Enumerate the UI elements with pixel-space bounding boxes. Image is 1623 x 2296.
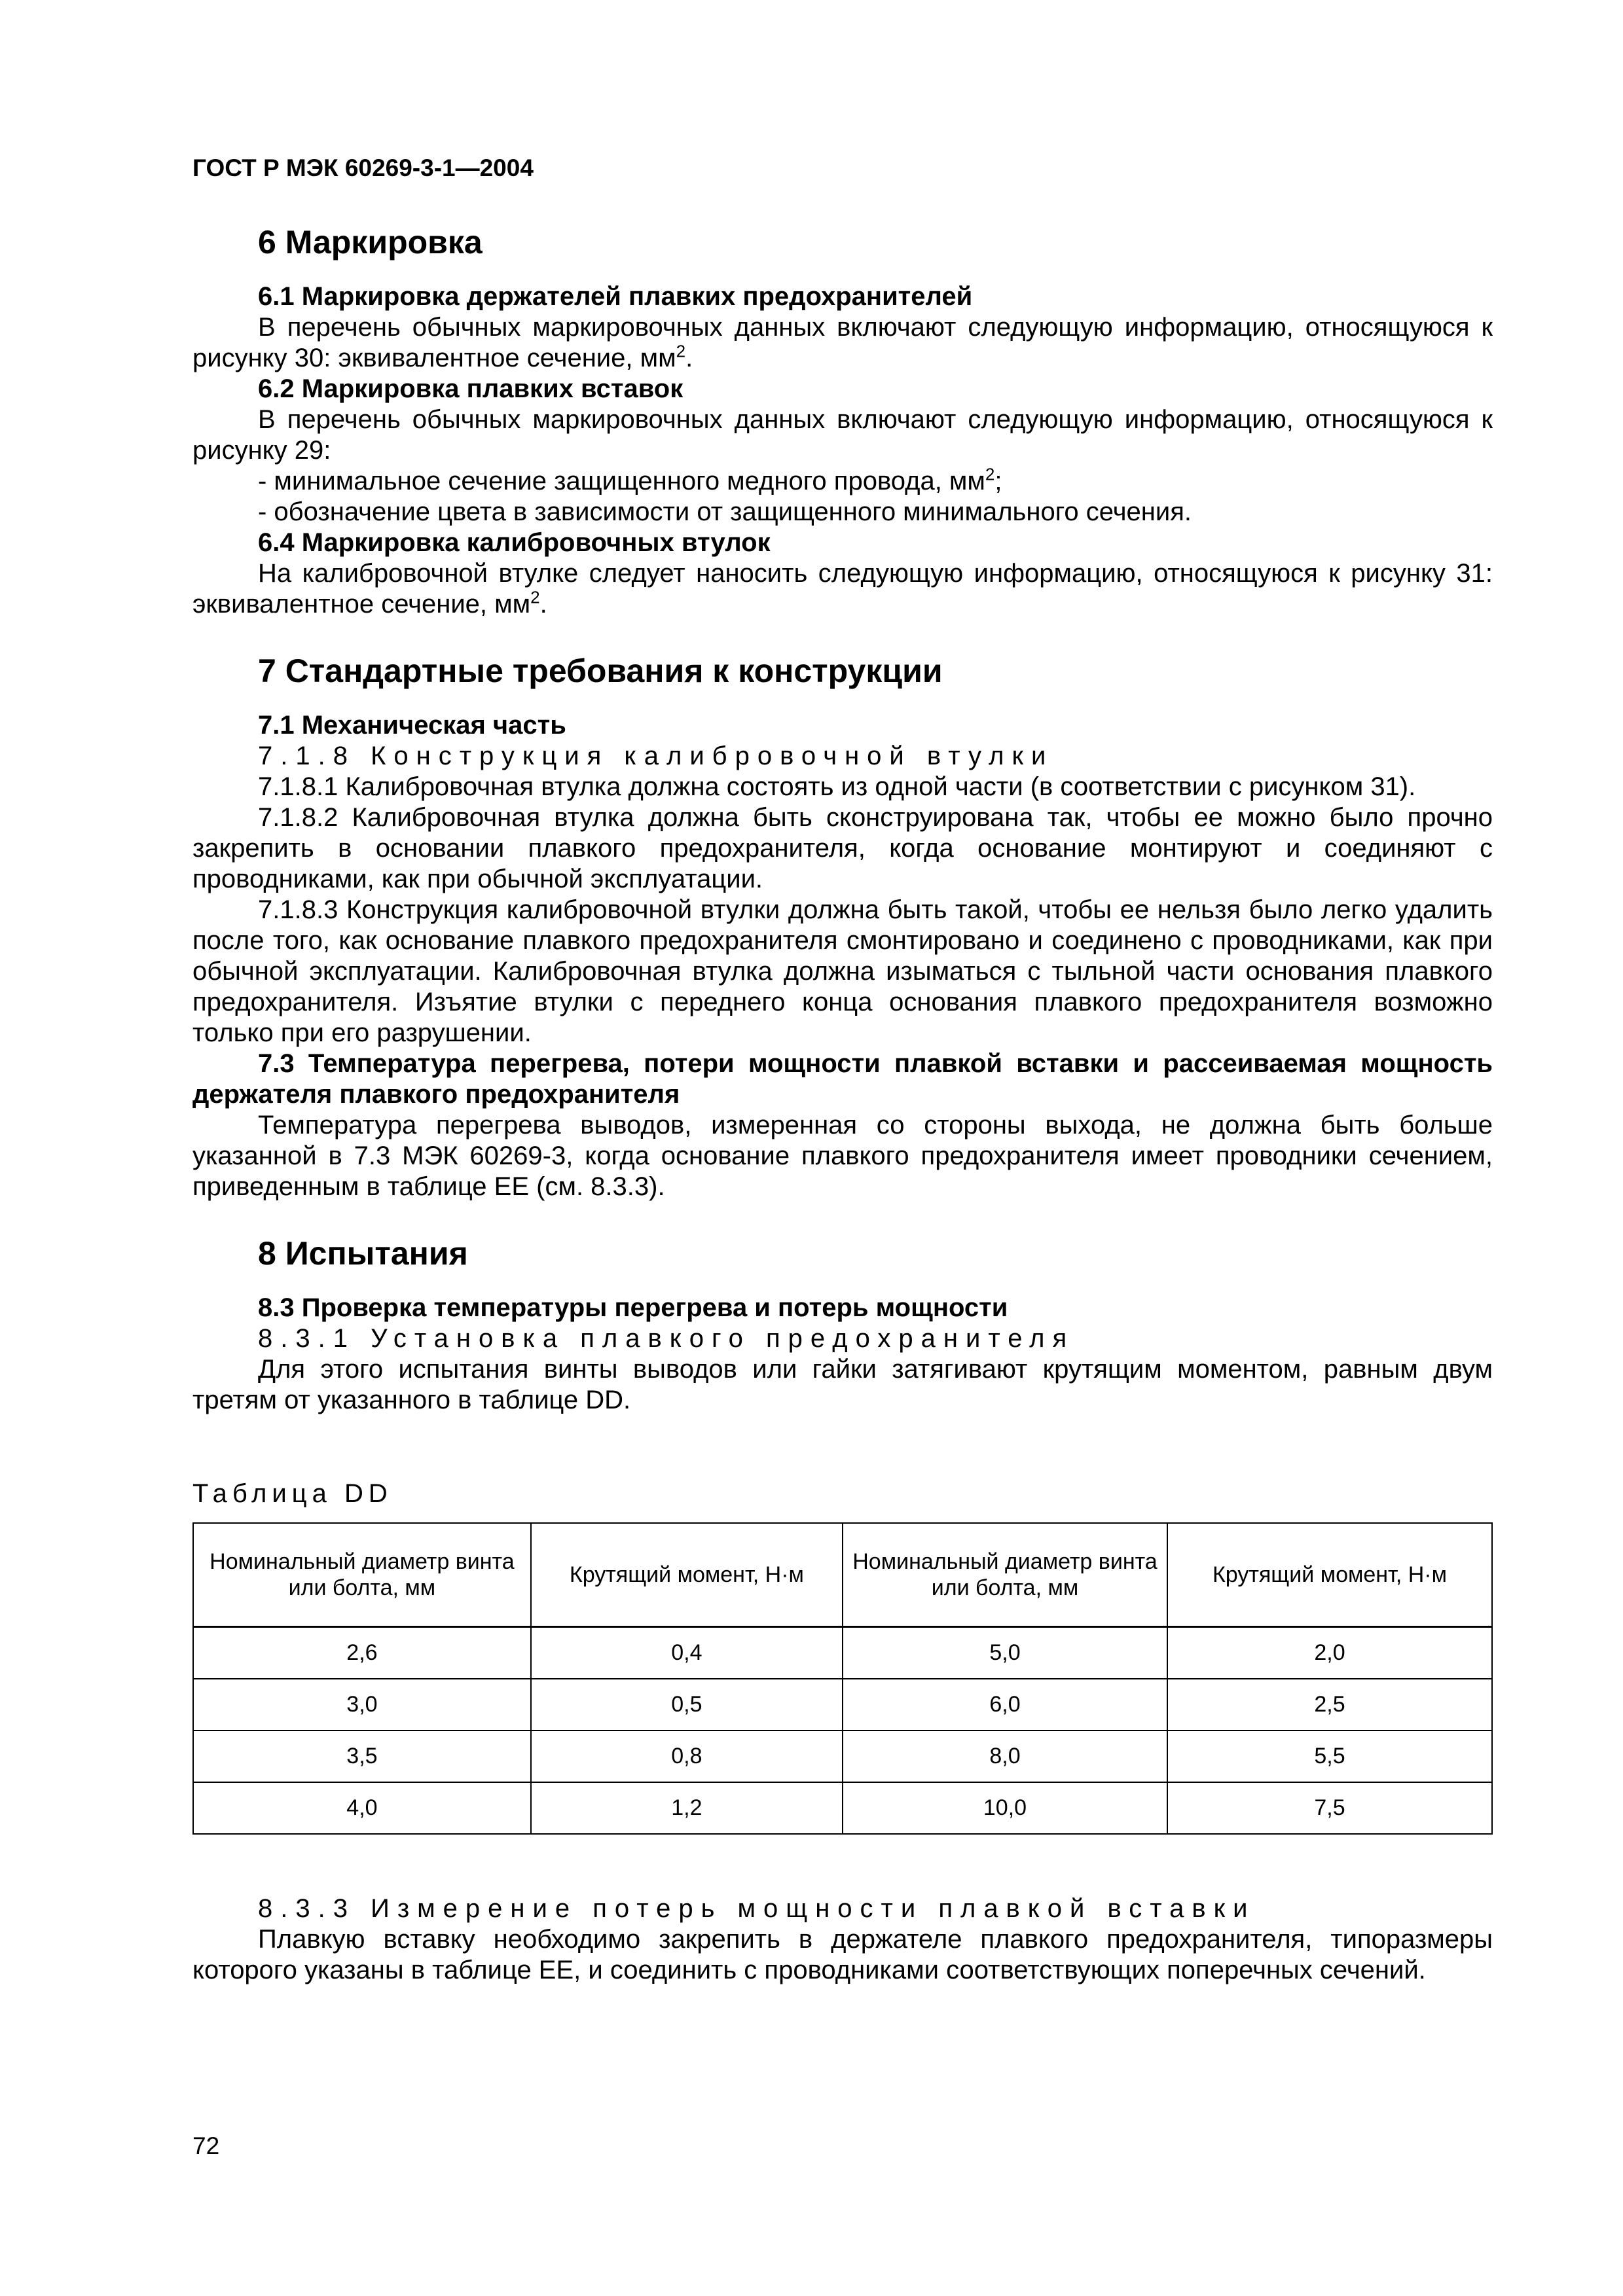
section-6-4-title: 6.4 Маркировка калибровочных втулок xyxy=(258,528,771,557)
table-caption: Таблица DD xyxy=(192,1479,393,1508)
table-cell: 3,5 xyxy=(193,1731,531,1782)
table-cell: 2,5 xyxy=(1167,1679,1492,1731)
section-8-3-title: 8.3 Проверка температуры перегрева и потерь мощности xyxy=(258,1293,1008,1322)
section-6-2-title: 6.2 Маркировка плавких вставок xyxy=(258,374,684,403)
list-item: - обозначение цвета в зависимости от защищенного минимального сечения. xyxy=(258,497,1192,526)
section-7-3-title: 7.3 Температура перегрева, потери мощности плавкой вставки и рассеиваемая мощность держателя плавкого предохранителя xyxy=(192,1049,1493,1109)
table-cell: 6,0 xyxy=(843,1679,1167,1731)
document-header: ГОСТ Р МЭК 60269-3-1—2004 xyxy=(192,154,534,181)
table-header-row xyxy=(193,1523,1492,1627)
table-cell: 0,8 xyxy=(531,1731,843,1782)
section-6-4-text: На калибровочной втулке следует наносить следующую информацию, относящуюся к рисунку 31: эквивалентное сечение, $мм^2$. xyxy=(192,559,1493,619)
document-body xyxy=(192,223,1493,1986)
section-7-1-8-1-text: 7.1.8.1 Калибровочная втулка должна состоять из одной части (в соответствии с рисунком 31). xyxy=(258,772,1416,801)
section-7-1-title: 7.1 Механическая часть xyxy=(258,711,566,740)
section-7-1-8-3-text: 7.1.8.3 Конструкция калибровочной втулки должна быть такой, чтобы ее нельзя было легко удалить после того, как основание плавкого предохранителя смонтировано и соединено с проводниками, как при обычной эксплуатации. Калибровочная втулка должна изыматься с тыльной части основания плавкого предохранителя. Изъятие втулки с переднего конца основания плавкого предохранителя возможно только при его разрушении. xyxy=(192,895,1493,1047)
table-cell: 10,0 xyxy=(843,1782,1167,1834)
section-8-3-1-subtitle: 8.3.1 Установка плавкого предохранителя xyxy=(258,1324,1075,1353)
section-6-1-text: В перечень обычных маркировочных данных включают следующую информацию, относящуюся к рисунку 30: эквивалентное сечение, $мм^2$. xyxy=(192,313,1493,372)
table-cell: 2,0 xyxy=(1167,1627,1492,1679)
section-7-1-8-2-text: 7.1.8.2 Калибровочная втулка должна быть сконструирована так, чтобы ее можно было прочно закрепить в основании плавкого предохранителя, когда основание монтируют и соединяют с проводниками, как при обычной эксплуатации. xyxy=(192,803,1493,893)
table-cell: 5,0 xyxy=(843,1627,1167,1679)
table-row xyxy=(193,1679,1492,1731)
table-cell: 2,6 xyxy=(193,1627,531,1679)
page-number: 72 xyxy=(192,2132,220,2159)
table-row xyxy=(193,1731,1492,1782)
column-header: Крутящий момент, Н·м xyxy=(1167,1523,1492,1627)
torque-table xyxy=(192,1522,1493,1835)
table-cell: 3,0 xyxy=(193,1679,531,1731)
section-8-3-3-subtitle: 8.3.3 Измерение потерь мощности плавкой вставки xyxy=(258,1894,1256,1923)
table-cell: 7,5 xyxy=(1167,1782,1492,1834)
table-cell: 1,2 xyxy=(531,1782,843,1834)
section-8-title: 8 Испытания xyxy=(258,1235,468,1272)
section-7-title: 7 Стандартные требования к конструкции xyxy=(258,653,943,689)
table-cell: 5,5 xyxy=(1167,1731,1492,1782)
column-header: Номинальный диаметр винта или болта, мм xyxy=(193,1523,531,1627)
list-item: - минимальное сечение защищенного медного провода, $мм^2$; xyxy=(258,464,1002,495)
table-cell: 0,4 xyxy=(531,1627,843,1679)
section-7-1-8-subtitle: 7.1.8 Конструкция калибровочной втулки xyxy=(258,742,1054,770)
section-6-1-title: 6.1 Маркировка держателей плавких предохранителей xyxy=(258,282,973,311)
table-cell: 4,0 xyxy=(193,1782,531,1834)
section-7-3-text: Температура перегрева выводов, измеренная со стороны выхода, не должна быть больше указанной в 7.3 МЭК 60269-3, когда основание плавкого предохранителя имеет проводники сечением, приведенным в таблице ЕЕ (см. 8.3.3). xyxy=(192,1111,1493,1201)
section-8-3-3-text: Плавкую вставку необходимо закрепить в держателе плавкого предохранителя, типоразмеры которого указаны в таблице ЕЕ, и соединить с проводниками соответствующих поперечных сечений. xyxy=(192,1925,1493,1984)
section-6-title: 6 Маркировка xyxy=(258,224,483,260)
table-row xyxy=(193,1627,1492,1679)
table-row xyxy=(193,1782,1492,1834)
column-header: Крутящий момент, Н·м xyxy=(531,1523,843,1627)
section-6-2-text: В перечень обычных маркировочных данных включают следующую информацию, относящуюся к рисунку 29: xyxy=(192,405,1493,465)
table-cell: 8,0 xyxy=(843,1731,1167,1782)
section-8-3-1-text: Для этого испытания винты выводов или гайки затягивают крутящим моментом, равным двум третям от указанного в таблице DD. xyxy=(192,1355,1493,1414)
column-header: Номинальный диаметр винта или болта, мм xyxy=(843,1523,1167,1627)
table-cell: 0,5 xyxy=(531,1679,843,1731)
